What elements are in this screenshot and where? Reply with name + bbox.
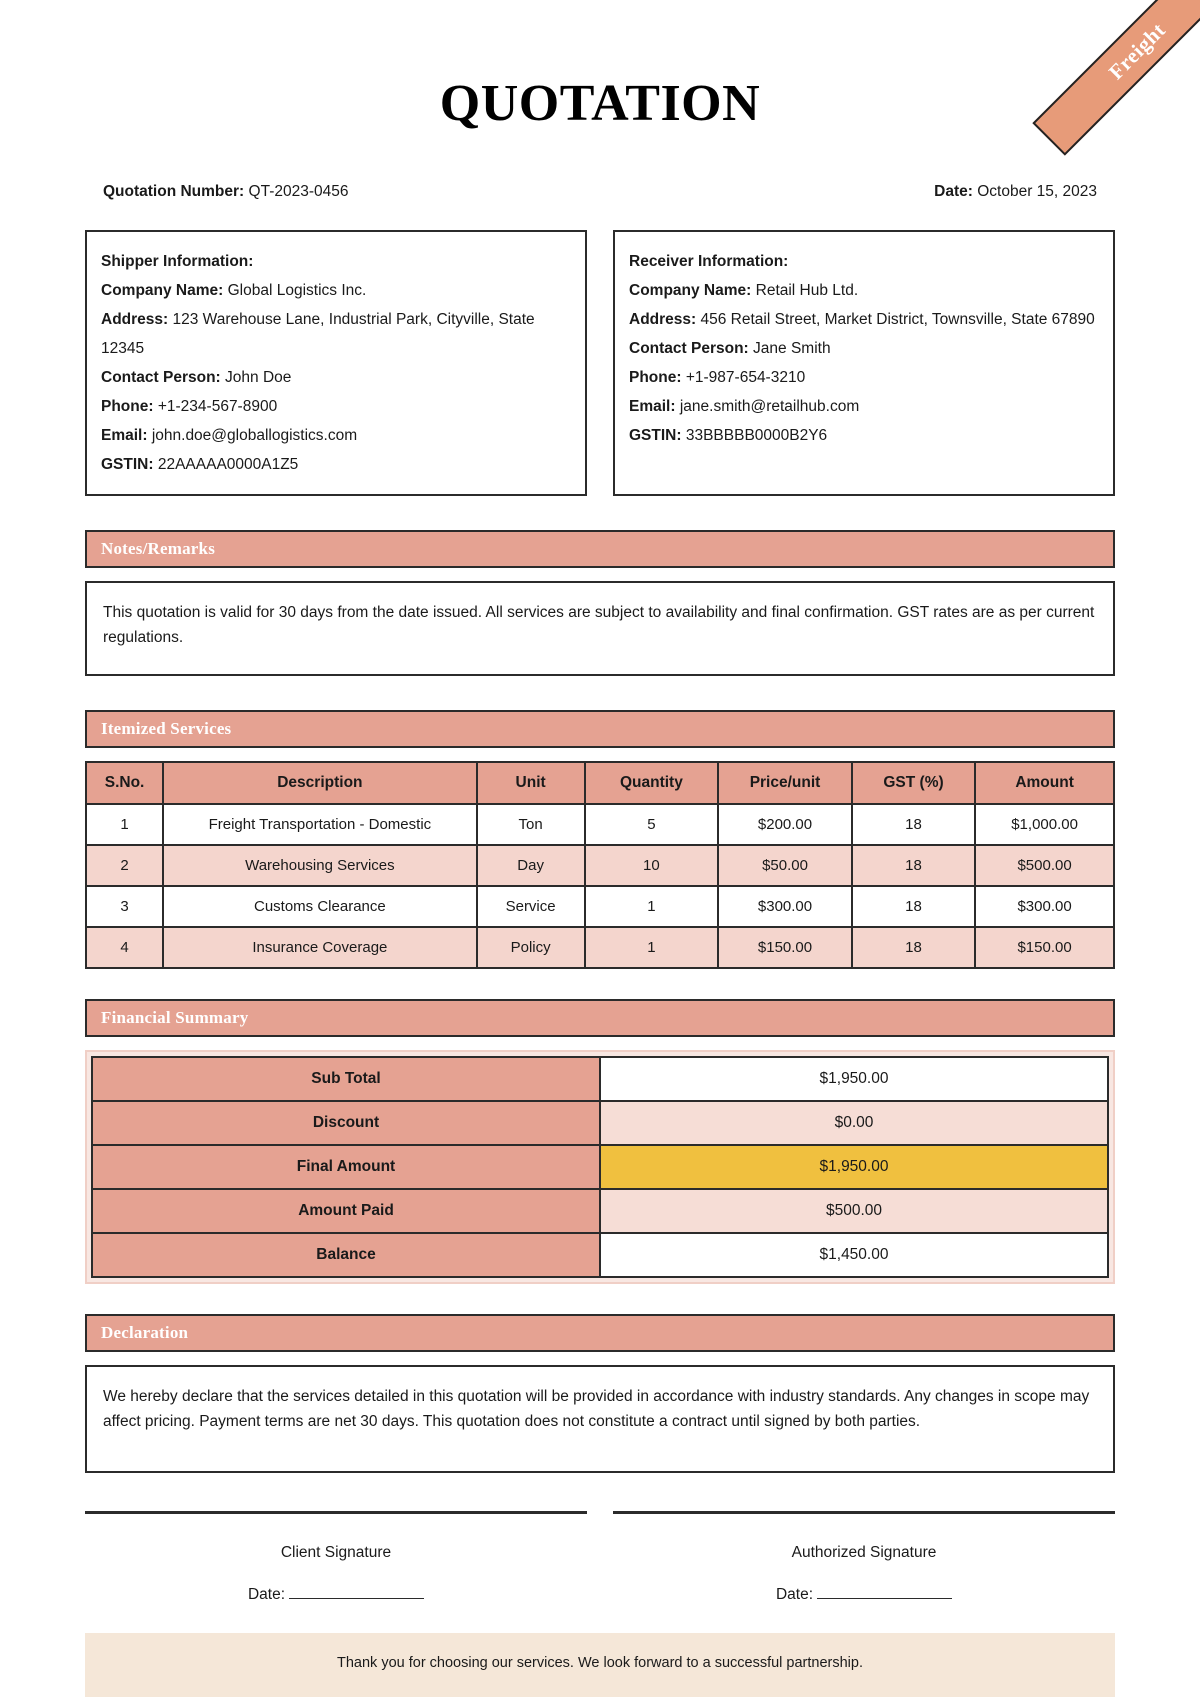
cell-sno: 1 <box>86 804 163 845</box>
cell-price: $300.00 <box>718 886 852 927</box>
cell-price: $200.00 <box>718 804 852 845</box>
financial-summary-wrapper <box>85 1050 1115 1284</box>
shipper-company: Company Name: Global Logistics Inc. <box>101 281 367 299</box>
shipper-info-box <box>85 230 587 496</box>
summary-value-subtotal: $1,950.00 <box>600 1057 1108 1101</box>
party-boxes <box>85 230 1115 496</box>
summary-row-amount-paid <box>92 1189 1108 1233</box>
cell-quantity: 5 <box>585 804 719 845</box>
cell-sno: 3 <box>86 886 163 927</box>
column-header-sno: S.No. <box>86 762 163 804</box>
summary-row-discount <box>92 1101 1108 1145</box>
receiver-company: Company Name: Retail Hub Ltd. <box>629 281 859 299</box>
receiver-phone: Phone: +1-987-654-3210 <box>629 368 806 386</box>
summary-label-balance: Balance <box>92 1233 600 1277</box>
receiver-info-box <box>613 230 1115 496</box>
notes-section-header: Notes/Remarks <box>85 530 1115 568</box>
cell-quantity: 1 <box>585 886 719 927</box>
summary-label-discount: Discount <box>92 1101 600 1145</box>
table-row <box>86 927 1114 968</box>
financial-summary-section-header: Financial Summary <box>85 999 1115 1037</box>
client-signature-block <box>85 1511 587 1604</box>
authorized-date-blank <box>817 1598 952 1599</box>
summary-value-final-amount: $1,950.00 <box>600 1145 1108 1189</box>
cell-quantity: 10 <box>585 845 719 886</box>
itemized-services-table <box>85 761 1115 969</box>
summary-row-subtotal <box>92 1057 1108 1101</box>
table-row <box>86 886 1114 927</box>
declaration-body: We hereby declare that the services detailed in this quotation will be provided in accordance with industry standards. Any changes in scope may affect pricing. Payment terms are net 30 days. This quotation does not constitute a contract until signed by both parties. <box>85 1365 1115 1473</box>
table-row <box>86 845 1114 886</box>
column-header-unit: Unit <box>477 762 585 804</box>
corner-ribbon-label: Freight <box>1103 17 1170 84</box>
cell-unit: Policy <box>477 927 585 968</box>
cell-description: Customs Clearance <box>163 886 477 927</box>
cell-amount: $1,000.00 <box>975 804 1114 845</box>
cell-sno: 4 <box>86 927 163 968</box>
cell-description: Insurance Coverage <box>163 927 477 968</box>
cell-price: $50.00 <box>718 845 852 886</box>
page-title: QUOTATION <box>439 75 761 132</box>
cell-sno: 2 <box>86 845 163 886</box>
column-header-price: Price/unit <box>718 762 852 804</box>
column-header-amount: Amount <box>975 762 1114 804</box>
client-date-label: Date: <box>247 1585 286 1603</box>
receiver-gstin: GSTIN: 33BBBBB0000B2Y6 <box>629 426 828 444</box>
authorized-signature-label: Authorized Signature <box>791 1543 937 1561</box>
summary-value-amount-paid: $500.00 <box>600 1189 1108 1233</box>
cell-quantity: 1 <box>585 927 719 968</box>
cell-price: $150.00 <box>718 927 852 968</box>
notes-body: This quotation is valid for 30 days from the date issued. All services are subject to availability and final confirmation. GST rates are as per current regulations. <box>85 581 1115 676</box>
authorized-signature-date <box>613 1586 1115 1604</box>
client-signature-label: Client Signature <box>280 1543 392 1561</box>
authorized-signature-line <box>613 1511 1115 1514</box>
signature-area <box>85 1511 1115 1604</box>
page-footer: Thank you for choosing our services. We look forward to a successful partnership. <box>85 1633 1115 1697</box>
quotation-meta-row <box>85 183 1115 201</box>
client-date-blank <box>289 1598 424 1599</box>
declaration-section-header: Declaration <box>85 1314 1115 1352</box>
table-row <box>86 804 1114 845</box>
receiver-heading: Receiver Information: <box>629 253 789 270</box>
column-header-quantity: Quantity <box>585 762 719 804</box>
financial-summary-table <box>91 1056 1109 1278</box>
shipper-email: Email: john.doe@globallogistics.com <box>101 426 358 444</box>
summary-label-final-amount: Final Amount <box>92 1145 600 1189</box>
quotation-number <box>103 183 349 201</box>
summary-label-subtotal: Sub Total <box>92 1057 600 1101</box>
summary-value-discount: $0.00 <box>600 1101 1108 1145</box>
cell-amount: $500.00 <box>975 845 1114 886</box>
table-header-row <box>86 762 1114 804</box>
cell-gst: 18 <box>852 804 975 845</box>
cell-gst: 18 <box>852 845 975 886</box>
shipper-phone: Phone: +1-234-567-8900 <box>101 397 278 415</box>
quotation-number-value: QT-2023-0456 <box>248 183 349 200</box>
cell-unit: Day <box>477 845 585 886</box>
cell-unit: Ton <box>477 804 585 845</box>
client-signature-line <box>85 1511 587 1514</box>
receiver-contact: Contact Person: Jane Smith <box>629 339 831 357</box>
column-header-gst: GST (%) <box>852 762 975 804</box>
cell-gst: 18 <box>852 886 975 927</box>
column-header-description: Description <box>163 762 477 804</box>
shipper-contact: Contact Person: John Doe <box>101 368 292 386</box>
client-signature-date <box>85 1586 587 1604</box>
summary-row-balance <box>92 1233 1108 1277</box>
cell-description: Warehousing Services <box>163 845 477 886</box>
quotation-date-value: October 15, 2023 <box>977 183 1097 200</box>
cell-amount: $150.00 <box>975 927 1114 968</box>
shipper-gstin: GSTIN: 22AAAAA0000A1Z5 <box>101 455 299 473</box>
receiver-email: Email: jane.smith@retailhub.com <box>629 397 860 415</box>
cell-description: Freight Transportation - Domestic <box>163 804 477 845</box>
receiver-address: Address: 456 Retail Street, Market District, Townsville, State 67890 <box>629 310 1095 328</box>
quotation-date-label: Date: <box>934 183 973 200</box>
quotation-number-label: Quotation Number: <box>103 183 245 200</box>
authorized-signature-block <box>613 1511 1115 1604</box>
summary-label-amount-paid: Amount Paid <box>92 1189 600 1233</box>
authorized-date-label: Date: <box>775 1585 814 1603</box>
shipper-heading: Shipper Information: <box>101 253 254 270</box>
cell-gst: 18 <box>852 927 975 968</box>
itemized-services-section-header: Itemized Services <box>85 710 1115 748</box>
summary-value-balance: $1,450.00 <box>600 1233 1108 1277</box>
cell-unit: Service <box>477 886 585 927</box>
quotation-date <box>934 183 1097 201</box>
cell-amount: $300.00 <box>975 886 1114 927</box>
summary-row-final-amount <box>92 1145 1108 1189</box>
shipper-address: Address: 123 Warehouse Lane, Industrial Park, Cityville, State 12345 <box>101 310 535 357</box>
